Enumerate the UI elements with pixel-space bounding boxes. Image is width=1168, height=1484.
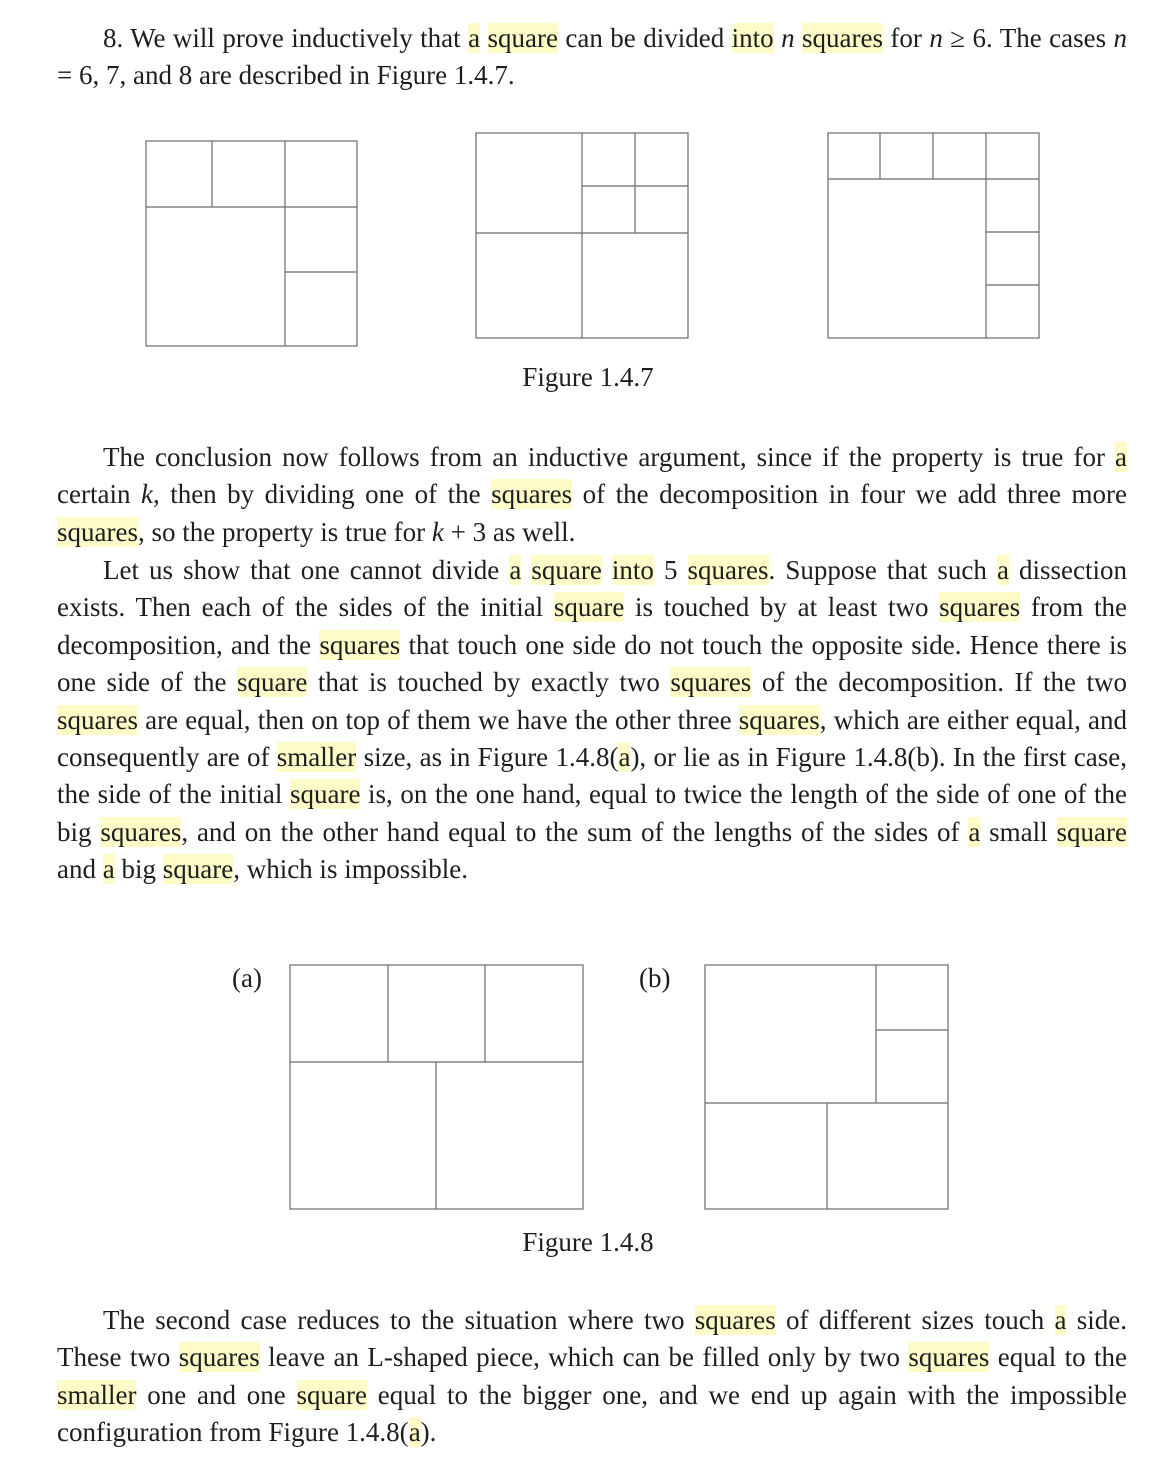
highlight: square [487, 23, 558, 53]
paragraph-second-case: The second case reduces to the situation where two squares of different sizes touch a side. These two squares leave an L-shaped piece, which can be filled only by two squares equal to the smaller one and one square equal to the bigger one, and we end up again with the impossible configuration from Figure 1.4.8(a). [57, 1305, 1128, 1448]
figure-1-4-8-label-a: (a) [232, 963, 262, 993]
highlight: square [531, 555, 602, 585]
highlight: squares [908, 1342, 990, 1373]
highlight: squares [100, 816, 182, 847]
highlight: squares [802, 23, 883, 53]
highlight: smaller [276, 742, 357, 773]
highlight: squares [694, 1305, 776, 1335]
highlight: a [618, 742, 631, 773]
highlight: squares [670, 667, 752, 698]
highlight: squares [738, 704, 820, 735]
figure-1-4-8a [289, 964, 585, 1211]
highlight: squares [57, 704, 138, 735]
highlight: square [296, 1379, 367, 1410]
highlight: square [553, 592, 625, 623]
highlight: into [611, 555, 654, 585]
highlight: into [731, 23, 774, 53]
highlight: squares [178, 1342, 260, 1373]
highlight: smaller [57, 1379, 137, 1410]
highlight: a [1054, 1305, 1067, 1335]
highlight: squares [687, 555, 769, 585]
highlight: a [996, 555, 1009, 585]
highlight: square [236, 667, 308, 698]
paragraph-problem-8: 8. We will prove inductively that a square can be divided into n squares for n ≥ 6. The cases n = 6, 7, and 8 are described in Figure 1.4.7. [57, 23, 1128, 91]
paragraph-five-squares: Let us show that one cannot divide a square into 5 squares. Suppose that such a dissection exists. Then each of the sides of the initial square is touched by at least two squares from the decomposition, and the squares that touch one side do not touch the opposite side. Hence there is one side of the square that is touched by exactly two squares of the decomposition. If the two squares are equal, then on top of them we have the other three squares, which are either equal, and consequently are of smaller size, as in Figure 1.4.8(a), or lie as in Figure 1.4.8(b). In the first case, the side of the initial square is, on the one hand, equal to twice the length of the side of one of the big squares, and on the other hand equal to the sum of the lengths of the sides of a small square and a big square, which is impossible. [57, 555, 1128, 885]
highlight: a [1115, 442, 1127, 472]
highlight: square [289, 779, 361, 810]
highlight: a [968, 816, 981, 847]
highlight: a [408, 1417, 421, 1448]
highlight: squares [939, 592, 1021, 623]
figure-1-4-7-n7 [475, 132, 690, 340]
highlight: squares [491, 479, 573, 510]
highlight: a [509, 555, 522, 585]
highlight: a [102, 854, 115, 885]
figure-1-4-7-caption: Figure 1.4.7 [522, 362, 654, 392]
highlight: a [468, 23, 481, 53]
highlight: squares [57, 516, 138, 547]
figure-1-4-8b [704, 964, 950, 1211]
highlight: square [1056, 816, 1127, 847]
figure-1-4-8-caption: Figure 1.4.8 [522, 1227, 654, 1257]
figure-1-4-7-n6 [145, 140, 359, 348]
highlight: squares [319, 629, 401, 660]
paragraph-induction: The conclusion now follows from an inductive argument, since if the property is true for a certain k, then by dividing one of the squares of the decomposition in four we add three more squares, so the property is true for k + 3 as well. [57, 442, 1127, 547]
highlight: square [162, 854, 234, 885]
figure-1-4-7-n8 [827, 132, 1041, 340]
figure-1-4-8-label-b: (b) [639, 963, 671, 993]
